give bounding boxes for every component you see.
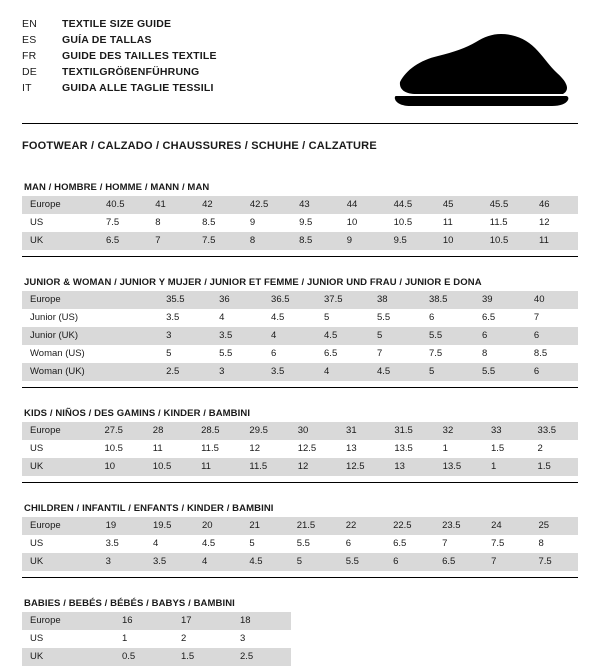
size-cell bbox=[109, 363, 159, 381]
size-cell: 1.5 bbox=[173, 648, 232, 666]
size-cell: 22 bbox=[338, 517, 385, 535]
row-label: Woman (UK) bbox=[22, 363, 109, 381]
size-cell: 7 bbox=[376, 348, 383, 359]
size-cell bbox=[109, 327, 159, 345]
size-cell: 37.5 bbox=[316, 291, 369, 309]
row-label: US bbox=[30, 217, 44, 228]
size-cell: 4.5 bbox=[271, 312, 285, 323]
language-row-en bbox=[22, 16, 217, 32]
size-cell: 9.5 bbox=[299, 217, 313, 228]
row-label: Europe bbox=[22, 612, 114, 630]
table-row bbox=[22, 345, 578, 363]
size-cell: 5 bbox=[166, 348, 172, 359]
group-divider bbox=[22, 577, 578, 578]
size-cell: 25 bbox=[530, 517, 578, 535]
size-cell: 33.5 bbox=[530, 422, 578, 440]
table-row bbox=[22, 440, 578, 458]
group-man bbox=[22, 182, 578, 257]
size-cell: 38.5 bbox=[421, 291, 474, 309]
size-cell: 8.5 bbox=[202, 217, 216, 228]
language-title-es: GUÍA DE TALLAS bbox=[62, 33, 152, 46]
size-cell: 13.5 bbox=[435, 458, 483, 476]
group-babies bbox=[22, 598, 578, 666]
size-cell: 12 bbox=[539, 217, 550, 228]
size-cell: 5.5 bbox=[219, 348, 233, 359]
language-row-de bbox=[22, 64, 217, 80]
language-code-en: EN bbox=[22, 17, 37, 30]
size-cell: 6 bbox=[474, 327, 526, 345]
group-junior-woman bbox=[22, 277, 578, 388]
size-cell: 11 bbox=[531, 232, 578, 250]
language-title-list bbox=[22, 16, 217, 96]
row-label: US bbox=[30, 538, 44, 549]
size-cell: 28.5 bbox=[193, 422, 241, 440]
language-code-fr: FR bbox=[22, 49, 37, 62]
size-cell: 5.5 bbox=[421, 327, 474, 345]
size-cell: 40.5 bbox=[98, 196, 147, 214]
size-cell: 1 bbox=[122, 633, 128, 644]
size-cell: 5.5 bbox=[296, 538, 310, 549]
size-cell: 11.5 bbox=[201, 443, 219, 454]
group-title-children: CHILDREN / INFANTIL / ENFANTS / KINDER / BAMBINI bbox=[24, 503, 274, 514]
size-cell: 2 bbox=[181, 633, 187, 644]
size-cell: 6.5 bbox=[324, 348, 338, 359]
size-cell: 1.5 bbox=[530, 458, 578, 476]
group-divider bbox=[22, 482, 578, 483]
size-cell: 8.5 bbox=[291, 232, 339, 250]
size-cell: 5 bbox=[289, 553, 338, 571]
size-table-children-body bbox=[22, 517, 578, 571]
size-cell: 44.5 bbox=[386, 196, 435, 214]
size-cell: 43 bbox=[291, 196, 339, 214]
size-cell: 6.5 bbox=[481, 312, 496, 323]
table-row bbox=[22, 612, 291, 630]
size-cell: 4 bbox=[316, 363, 369, 381]
size-cell: 7.5 bbox=[530, 553, 578, 571]
size-cell: 5 bbox=[421, 363, 474, 381]
size-cell: 42.5 bbox=[242, 196, 291, 214]
row-label: UK bbox=[22, 458, 96, 476]
size-cell: 5 bbox=[369, 327, 421, 345]
language-code-es: ES bbox=[22, 33, 37, 46]
size-cell: 13.5 bbox=[394, 443, 413, 454]
table-row bbox=[22, 232, 578, 250]
group-title-kids: KIDS / NIÑOS / DES GAMINS / KINDER / BAMBINI bbox=[24, 408, 251, 419]
language-title-en: TEXTILE SIZE GUIDE bbox=[62, 17, 172, 30]
size-cell: 8 bbox=[481, 348, 488, 359]
row-label: Junior (US) bbox=[30, 312, 79, 323]
table-row bbox=[22, 517, 578, 535]
size-cell: 11.5 bbox=[241, 458, 289, 476]
size-cell: 6 bbox=[345, 538, 352, 549]
size-cell: 13 bbox=[346, 443, 357, 454]
size-cell: 6 bbox=[526, 327, 578, 345]
group-title-babies: BABIES / BEBÉS / BÉBÉS / BABYS / BAMBINI bbox=[24, 598, 235, 609]
table-row bbox=[22, 291, 578, 309]
size-cell: 42 bbox=[194, 196, 242, 214]
row-label: Europe bbox=[22, 196, 98, 214]
size-cell: 4 bbox=[152, 538, 159, 549]
size-cell: 41 bbox=[147, 196, 194, 214]
document-header bbox=[22, 16, 578, 116]
size-cell: 11.5 bbox=[489, 217, 508, 228]
size-cell: 8.5 bbox=[533, 348, 548, 359]
size-cell: 8 bbox=[538, 538, 544, 549]
size-cell: 7.5 bbox=[428, 348, 443, 359]
size-cell: 7.5 bbox=[194, 232, 242, 250]
language-title-it: GUIDA ALLE TAGLIE TESSILI bbox=[62, 81, 214, 94]
size-cell: 40 bbox=[526, 291, 578, 309]
size-cell: 46 bbox=[531, 196, 578, 214]
size-cell: 5 bbox=[324, 312, 330, 323]
size-cell: 4.5 bbox=[201, 538, 216, 549]
size-cell: 7.5 bbox=[106, 217, 120, 228]
size-cell: 6.5 bbox=[393, 538, 407, 549]
size-cell: 28 bbox=[145, 422, 193, 440]
size-cell: 10.5 bbox=[145, 458, 193, 476]
table-row bbox=[22, 327, 578, 345]
size-cell: 7 bbox=[442, 538, 448, 549]
row-label: Europe bbox=[22, 291, 109, 309]
size-cell bbox=[109, 291, 159, 309]
size-cell: 21 bbox=[241, 517, 288, 535]
size-cell: 11 bbox=[193, 458, 241, 476]
size-cell: 3 bbox=[158, 327, 211, 345]
size-table-man-body bbox=[22, 196, 578, 250]
size-cell: 36 bbox=[211, 291, 263, 309]
size-cell: 8 bbox=[242, 232, 291, 250]
group-children bbox=[22, 503, 578, 578]
group-divider bbox=[22, 256, 578, 257]
size-cell: 6 bbox=[385, 553, 434, 571]
size-cell: 3 bbox=[211, 363, 263, 381]
language-row-fr bbox=[22, 48, 217, 64]
size-cell: 39 bbox=[474, 291, 526, 309]
size-cell: 32 bbox=[435, 422, 483, 440]
language-title-de: TEXTILGRÖßENFÜHRUNG bbox=[62, 65, 200, 78]
size-cell bbox=[109, 345, 159, 363]
header-divider bbox=[22, 123, 578, 124]
language-title-list-body bbox=[22, 16, 217, 96]
size-cell: 3.5 bbox=[263, 363, 316, 381]
group-title-junior-woman: JUNIOR & WOMAN / JUNIOR Y MUJER / JUNIOR ET FEMME / JUNIOR UND FRAU / JUNIOR E DONA bbox=[24, 277, 482, 288]
size-cell: 3 bbox=[98, 553, 145, 571]
size-cell: 9 bbox=[339, 232, 386, 250]
size-cell: 9 bbox=[249, 217, 256, 228]
size-cell: 31.5 bbox=[386, 422, 434, 440]
size-cell: 9.5 bbox=[386, 232, 435, 250]
group-divider bbox=[22, 387, 578, 388]
size-cell: 12 bbox=[249, 443, 260, 454]
size-cell: 12.5 bbox=[297, 443, 317, 454]
size-cell: 3.5 bbox=[145, 553, 194, 571]
table-row bbox=[22, 630, 291, 648]
size-table-kids bbox=[22, 422, 578, 476]
table-row bbox=[22, 648, 291, 666]
size-cell: 4 bbox=[194, 553, 241, 571]
row-label: Europe bbox=[22, 422, 96, 440]
size-cell: 31 bbox=[338, 422, 386, 440]
size-cell: 45.5 bbox=[482, 196, 531, 214]
size-cell: 1 bbox=[442, 443, 448, 454]
size-cell: 2.5 bbox=[232, 648, 291, 666]
size-cell: 20 bbox=[194, 517, 241, 535]
size-cell: 3.5 bbox=[166, 312, 180, 323]
size-table-kids-body bbox=[22, 422, 578, 476]
size-cell: 11 bbox=[442, 217, 453, 228]
size-cell: 6 bbox=[428, 312, 435, 323]
language-code-it: IT bbox=[22, 81, 32, 94]
size-table-man bbox=[22, 196, 578, 250]
size-cell: 0.5 bbox=[114, 648, 173, 666]
group-title-man: MAN / HOMBRE / HOMME / MANN / MAN bbox=[24, 182, 210, 193]
size-cell: 35.5 bbox=[158, 291, 211, 309]
size-cell: 2.5 bbox=[158, 363, 211, 381]
row-label: US bbox=[30, 443, 44, 454]
size-cell: 10.5 bbox=[393, 217, 413, 228]
row-label: Junior (UK) bbox=[22, 327, 109, 345]
size-cell: 22.5 bbox=[385, 517, 434, 535]
table-row bbox=[22, 214, 578, 232]
group-kids bbox=[22, 408, 578, 483]
size-cell: 24 bbox=[483, 517, 530, 535]
dress-shoe-icon bbox=[380, 30, 570, 116]
table-row bbox=[22, 422, 578, 440]
size-cell: 16 bbox=[114, 612, 173, 630]
row-label: UK bbox=[22, 648, 114, 666]
table-row bbox=[22, 553, 578, 571]
size-cell: 5.5 bbox=[474, 363, 526, 381]
size-cell: 36.5 bbox=[263, 291, 316, 309]
size-table-junior-woman bbox=[22, 291, 578, 381]
size-cell: 7 bbox=[483, 553, 530, 571]
size-cell: 10 bbox=[346, 217, 358, 228]
size-table-children bbox=[22, 517, 578, 571]
section-title-footwear: FOOTWEAR / CALZADO / CHAUSSURES / SCHUHE / CALZATURE bbox=[22, 140, 377, 152]
size-table-babies-body bbox=[22, 612, 291, 666]
table-row bbox=[22, 196, 578, 214]
size-cell: 4.5 bbox=[241, 553, 288, 571]
size-cell: 6 bbox=[526, 363, 578, 381]
size-cell: 17 bbox=[173, 612, 232, 630]
size-cell: 4 bbox=[263, 327, 316, 345]
size-cell: 38 bbox=[369, 291, 421, 309]
table-row bbox=[22, 458, 578, 476]
size-cell: 4.5 bbox=[369, 363, 421, 381]
size-cell: 3.5 bbox=[211, 327, 263, 345]
row-label: Woman (US) bbox=[30, 348, 85, 359]
size-cell: 7 bbox=[533, 312, 540, 323]
row-label: UK bbox=[22, 232, 98, 250]
size-cell: 23.5 bbox=[434, 517, 483, 535]
size-cell: 30 bbox=[290, 422, 338, 440]
size-cell: 1 bbox=[483, 458, 530, 476]
size-cell: 45 bbox=[435, 196, 482, 214]
size-cell: 8 bbox=[155, 217, 161, 228]
size-cell: 6.5 bbox=[434, 553, 483, 571]
size-cell: 6.5 bbox=[98, 232, 147, 250]
size-cell bbox=[109, 309, 159, 327]
row-label: UK bbox=[22, 553, 98, 571]
size-cell: 44 bbox=[339, 196, 386, 214]
size-cell: 10.5 bbox=[482, 232, 531, 250]
table-row bbox=[22, 363, 578, 381]
size-cell: 3 bbox=[240, 633, 246, 644]
size-cell: 10 bbox=[96, 458, 144, 476]
table-row bbox=[22, 535, 578, 553]
size-cell: 5 bbox=[249, 538, 255, 549]
language-row-es bbox=[22, 32, 217, 48]
size-cell: 7 bbox=[147, 232, 194, 250]
size-cell: 19.5 bbox=[145, 517, 194, 535]
size-cell: 4.5 bbox=[316, 327, 369, 345]
size-cell: 1.5 bbox=[490, 443, 505, 454]
size-cell: 3.5 bbox=[105, 538, 119, 549]
language-row-it bbox=[22, 80, 217, 96]
size-cell: 10 bbox=[435, 232, 482, 250]
size-cell: 18 bbox=[232, 612, 291, 630]
size-cell: 19 bbox=[98, 517, 145, 535]
language-code-de: DE bbox=[22, 65, 37, 78]
size-cell: 10.5 bbox=[104, 443, 123, 454]
size-cell: 11 bbox=[152, 443, 163, 454]
size-cell: 29.5 bbox=[241, 422, 289, 440]
size-cell: 12 bbox=[290, 458, 338, 476]
size-table-babies bbox=[22, 612, 291, 666]
size-cell: 6 bbox=[271, 348, 277, 359]
size-cell: 21.5 bbox=[289, 517, 338, 535]
size-cell: 4 bbox=[219, 312, 225, 323]
row-label: US bbox=[30, 633, 44, 644]
size-table-junior-woman-body bbox=[22, 291, 578, 381]
size-cell: 7.5 bbox=[491, 538, 505, 549]
row-label: Europe bbox=[22, 517, 98, 535]
size-cell: 2 bbox=[537, 443, 543, 454]
table-row bbox=[22, 309, 578, 327]
size-cell: 27.5 bbox=[96, 422, 144, 440]
size-cell: 12.5 bbox=[338, 458, 386, 476]
size-cell: 5.5 bbox=[376, 312, 391, 323]
language-title-fr: GUIDE DES TAILLES TEXTILE bbox=[62, 49, 217, 62]
size-cell: 5.5 bbox=[338, 553, 385, 571]
size-cell: 13 bbox=[386, 458, 434, 476]
size-cell: 33 bbox=[483, 422, 530, 440]
